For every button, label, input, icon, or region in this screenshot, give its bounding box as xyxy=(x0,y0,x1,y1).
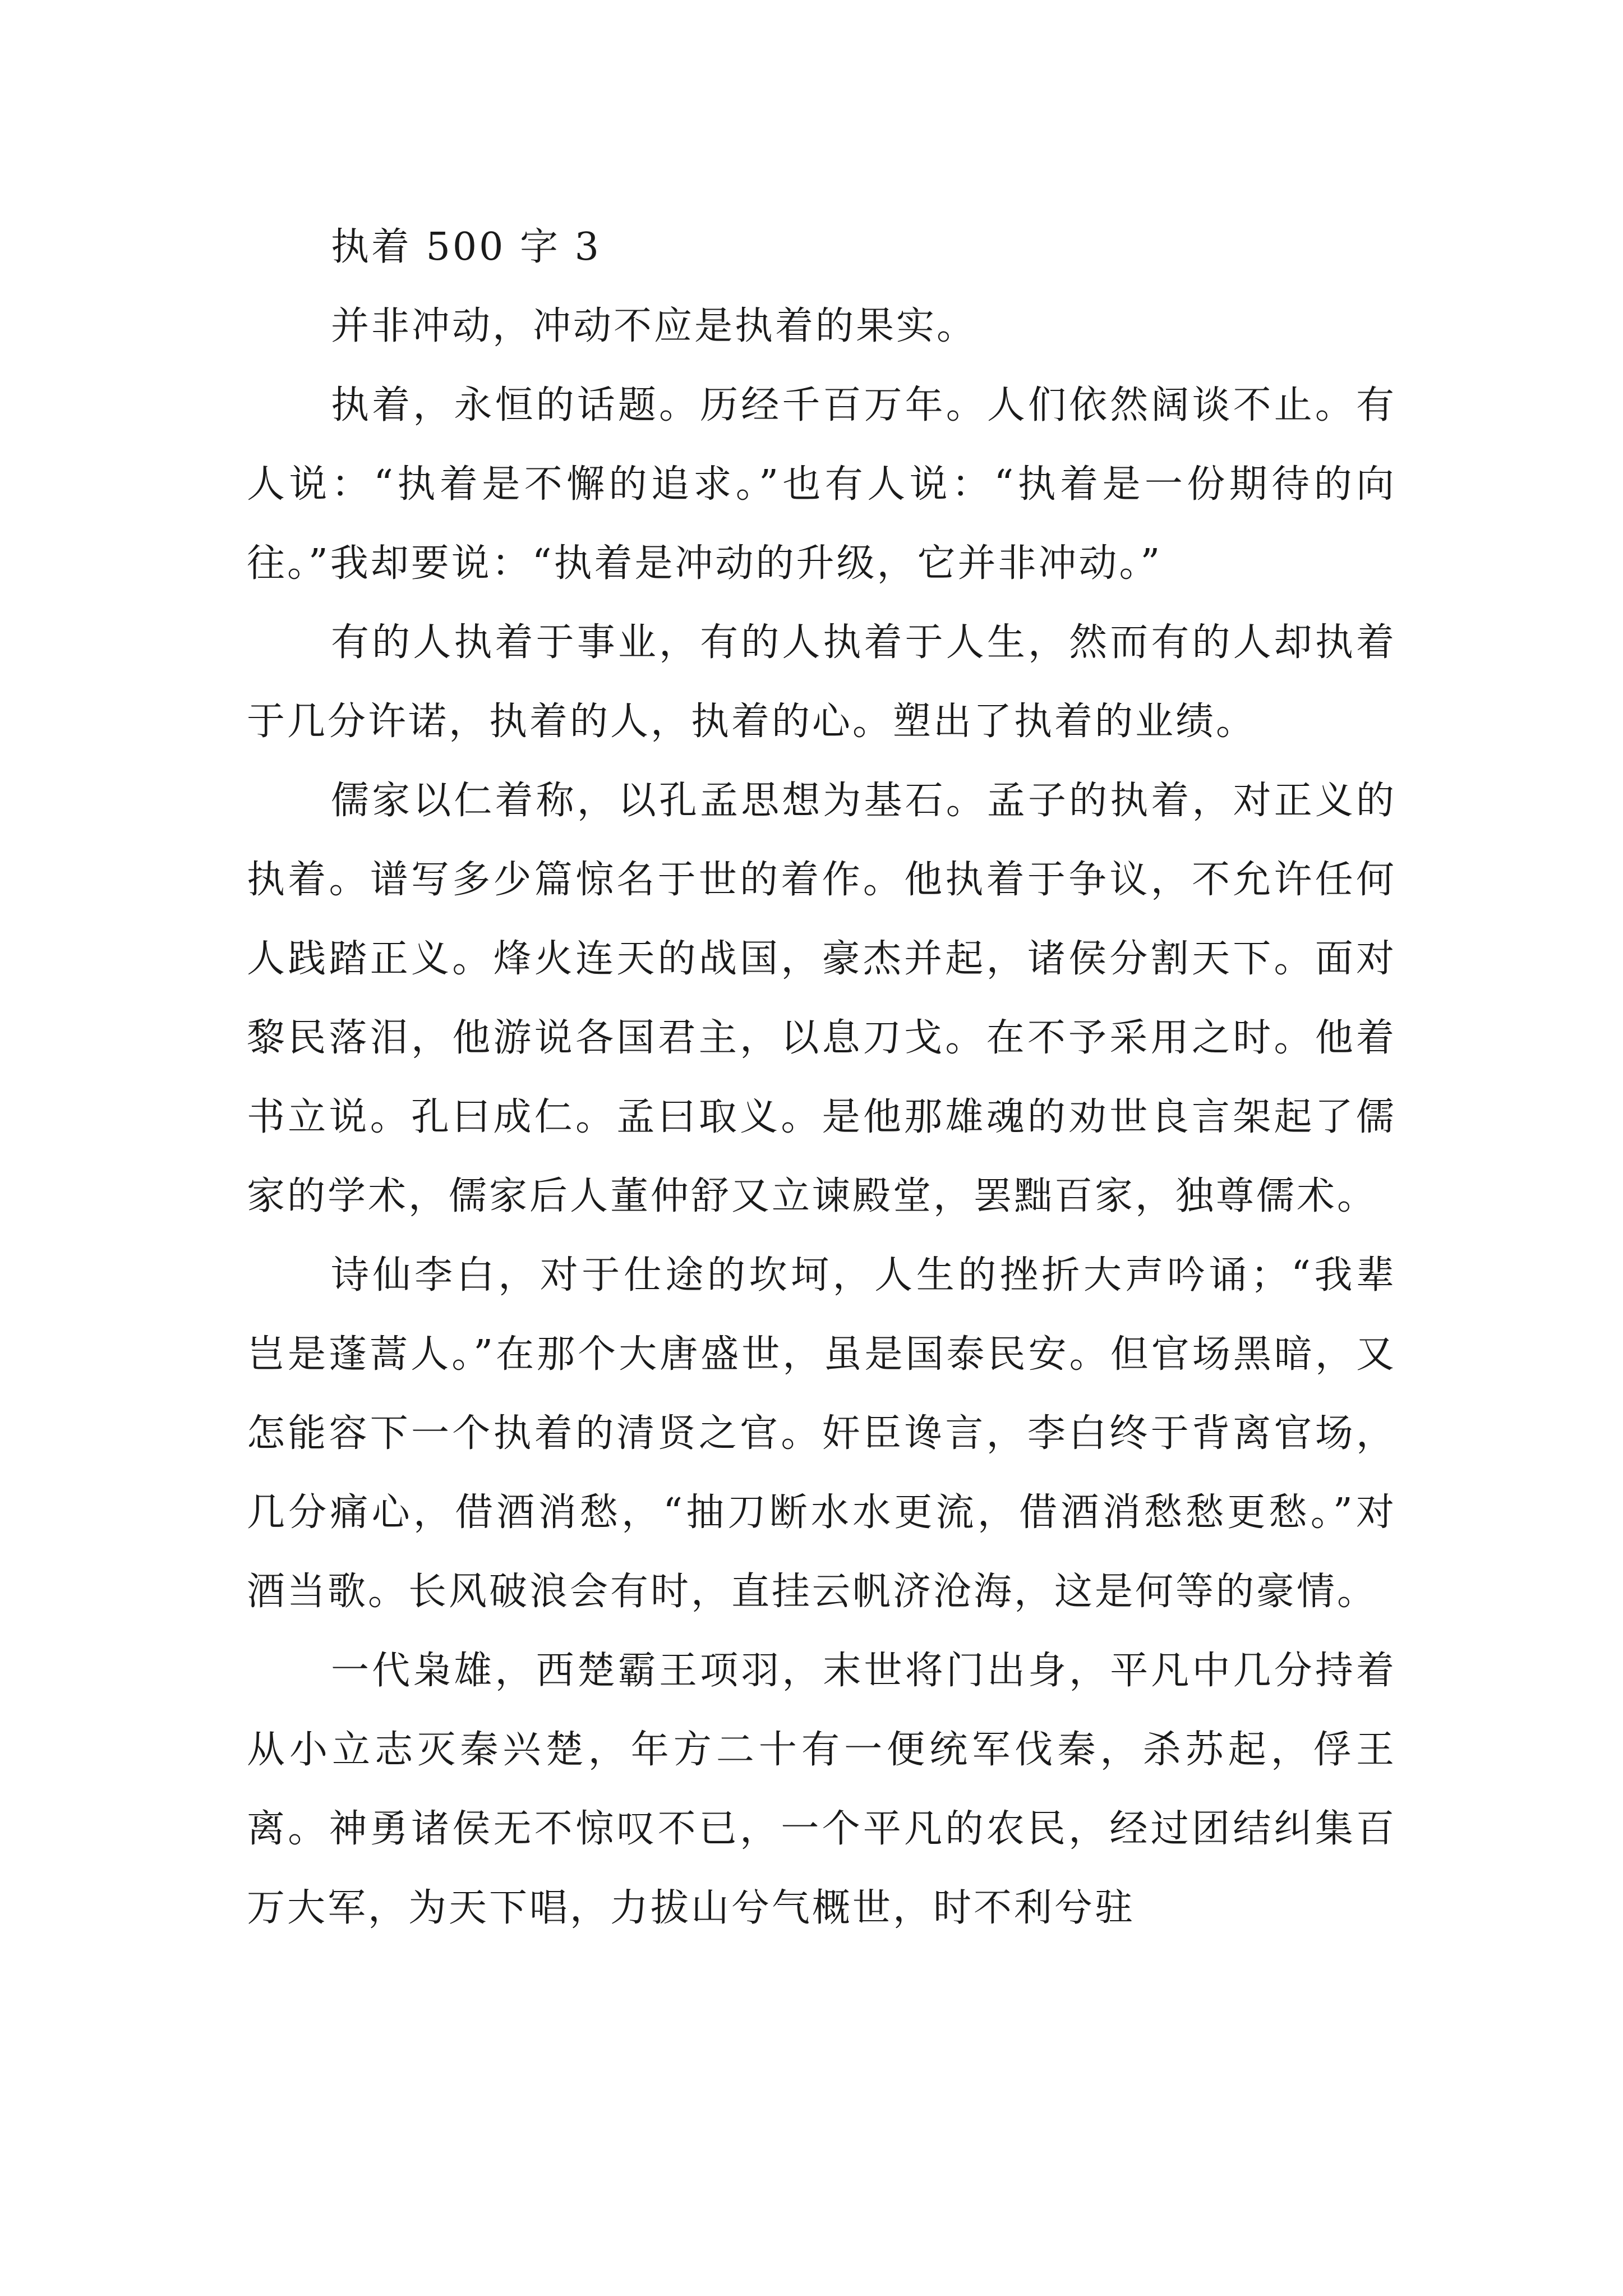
document-body xyxy=(247,208,1396,1948)
paragraph-2: 执着，永恒的话题。历经千百万年。人们依然阔谈不止。有人说：“执着是不懈的追求。”也有人说：“执着是一份期待的向往。”我却要说：“执着是冲动的升级，它并非冲动。” xyxy=(247,383,1396,586)
document-title: 执着 500 字 3 xyxy=(331,225,601,269)
paragraph-3: 有的人执着于事业，有的人执着于人生，然而有的人却执着于几分许诺，执着的人，执着的心。塑出了执着的业绩。 xyxy=(247,620,1396,744)
paragraph-1: 并非冲动，冲动不应是执着的果实。 xyxy=(331,304,978,348)
paragraph-4: 儒家以仁着称，以孔孟思想为基石。孟子的执着，对正义的执着。谱写多少篇惊名于世的着作。他执着于争议，不允许任何人践踏正义。烽火连天的战国，豪杰并起，诸侯分割天下。面对黎民落泪，他游说各国君主，以息刀戈。在不予采用之时。他着书立说。孔曰成仁。孟曰取义。是他那雄魂的劝世良言架起了儒家的学术，儒家后人董仲舒又立谏殿堂，罢黜百家，独尊儒术。 xyxy=(247,779,1396,1218)
paragraph-6: 一代枭雄，西楚霸王项羽，末世将门出身，平凡中几分持着从小立志灭秦兴楚，年方二十有一便统军伐秦，杀苏起，俘王离。神勇诸侯无不惊叹不已，一个平凡的农民，经过团结纠集百万大军，为天下唱，力拔山兮气概世，时不利兮驻 xyxy=(247,1649,1396,1930)
paragraph-5: 诗仙李白，对于仕途的坎坷，人生的挫折大声吟诵；“我辈岂是蓬蒿人。”在那个大唐盛世，虽是国泰民安。但官场黑暗，又怎能容下一个执着的清贤之官。奸臣谗言，李白终于背离官场，几分痛心，借酒消愁，“抽刀断水水更流，借酒消愁愁更愁。”对酒当歌。长风破浪会有时，直挂云帆济沧海，这是何等的豪情。 xyxy=(247,1253,1396,1614)
